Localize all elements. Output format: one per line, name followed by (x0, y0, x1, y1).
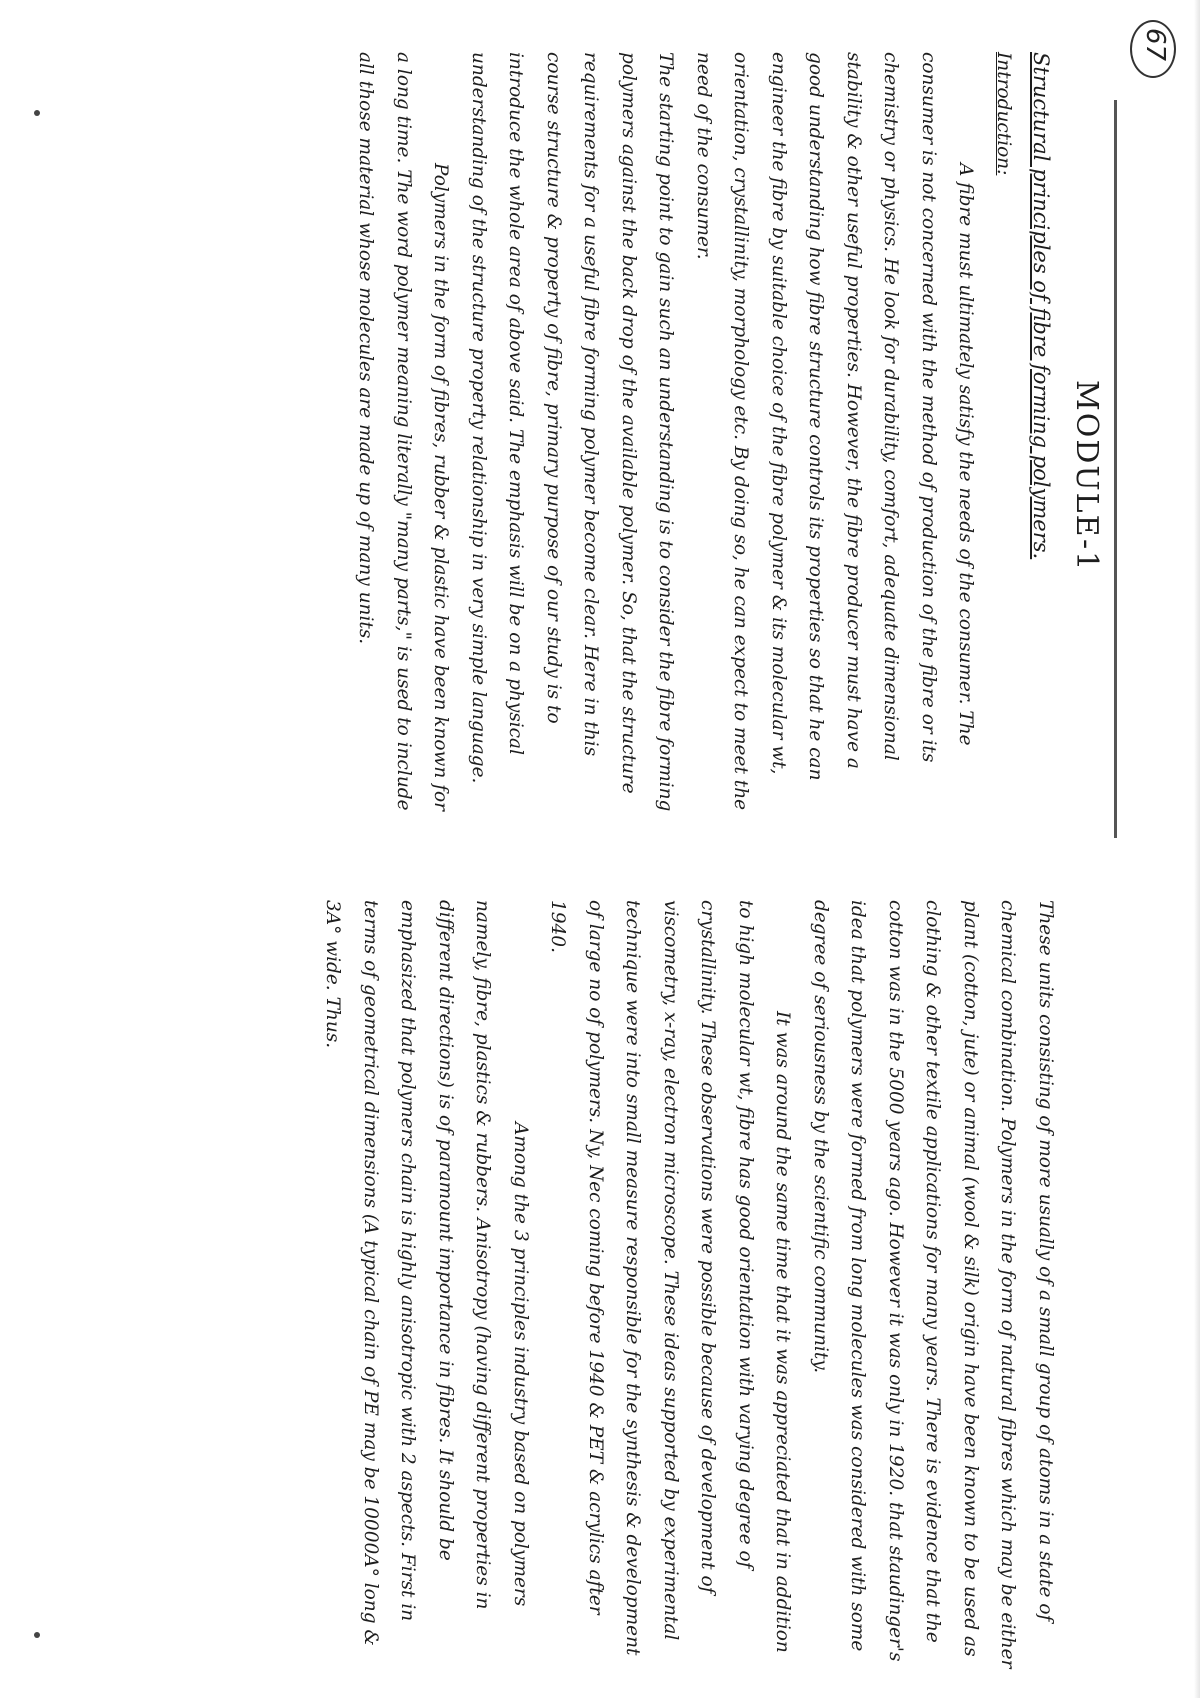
paragraph: These units consisting of more usually of a small group of atoms in a state of chemical combination. Polymers in the form of natural fibres which may be either plant (cotton, jute) or animal (wool & silk) origin have been known to be used as clothing & other textile applications for many years. There is evidence that the cotton was in the 5000 years ago. However it was only in 1920. that staudinger's idea that polymers were formed from long molecules was considered with some degree of seriousness by the scientific community. (810, 900, 1056, 1669)
paragraph: A fibre must ultimately satisfy the needs of the consumer. The consumer is not concerned with the method of production of the fibre or its chemistry or physics. He look for durability, comfort, adequate dimensional stability & other useful properties. However, the fibre producer must have a good understanding how fibre structure controls its properties so that he can engineer the fibre by suitable choice of the fibre polymer & its molecular wt, orientation, crystallinity, morphology etc. By doing so, he can expect to meet the need of the consumer. (693, 52, 977, 811)
page-number: 67 (1140, 28, 1170, 62)
left-column (347, 52, 1060, 812)
right-column (314, 900, 1064, 1670)
margin-dot (34, 110, 40, 116)
module-title: MODULE-1 (1069, 380, 1104, 573)
paragraph: Polymers in the form of fibres, rubber & plastic have been known for a long time. The word polymer meaning literally "many parts," is used to include all those material whose molecules are made up of many units. (355, 52, 452, 811)
paragraph: It was around the same time that it was appreciated that in addition to high molecular wt, fibre has good orientation with varying degree of crystallinity. These observations were possible because of development of viscometry, x-ray, electron microscope. These ideas supported by experimental technique were into small measure responsible for the synthesis & development of large no of polymers. Ny, Nec coming before 1940 & PET & acrylics after 1940. (547, 900, 794, 1656)
margin-dot (34, 1632, 40, 1638)
header-rule (1114, 100, 1117, 838)
scan-edge (1194, 0, 1200, 1698)
chapter-heading: Structural principles of fibre forming polymers. (1029, 52, 1053, 560)
paragraph: Among the 3 principles industry based on polymers namely, fibre, plastics & rubbers. Anisotropy (having different properties in different directions) is of paramount importance in fibres. It should be emphasized that polymers chain is highly anisotropic with 2 aspects. First in terms of geometrical dimensions (A typical chain of PE may be 10000A° long & 3A° wide. Thus. (322, 900, 531, 1646)
introduction-heading: Introduction: (993, 52, 1014, 176)
paragraph: The starting point to gain such an understanding is to consider the fibre forming polymers against the back drop of the available polymer. So, that the structure requirements for a useful fibre forming polymer become clear. Here in this course structure & property of fibre, primary purpose of our study is to introduce the whole area of above said. The emphasis will be on a physical understanding of the structure property relationship in very simple language. (468, 52, 677, 812)
